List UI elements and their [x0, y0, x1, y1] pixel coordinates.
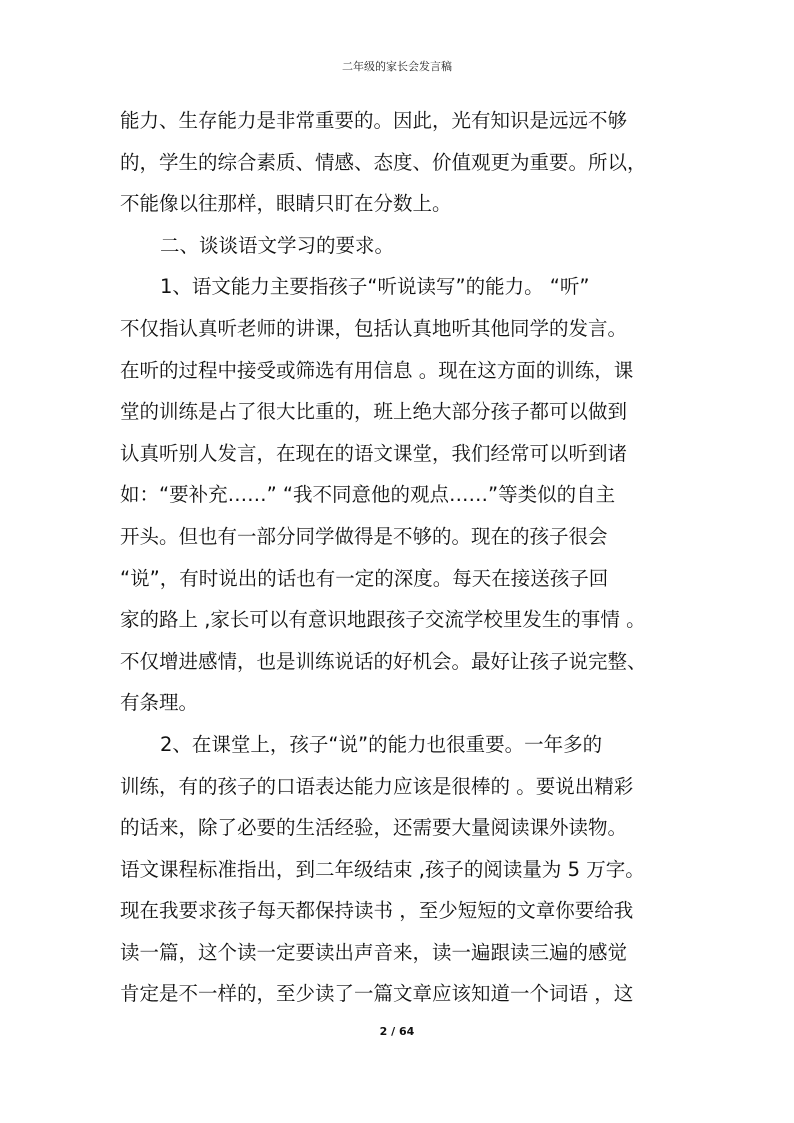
page-header-title: 二年级的家长会发言稿 [342, 60, 452, 73]
text-line-15: 有条理。 [120, 691, 199, 715]
text-line-13: 家的路上 ,家长可以有意识地跟孩子交流学校里发生的事情 。 [120, 608, 646, 632]
text-line-14: 不仅增进感情，也是训练说话的好机会。最好让孩子说完整、 [120, 649, 647, 673]
text-line-8: 堂的训练是占了很大比重的，班上绝大部分孩子都可以做到 [120, 400, 628, 424]
page-number: 2 / 64 [379, 1025, 415, 1038]
text-line-18: 的话来，除了必要的生活经验，还需要大量阅读课外读物。 [120, 816, 628, 840]
text-line-17: 训练，有的孩子的口语表达能力应该是很棒的 。要说出精彩 [120, 774, 634, 798]
text-line-22: 肯定是不一样的，至少读了一篇文章应该知道一个词语 ，这 [120, 982, 634, 1006]
text-line-7: 在听的过程中接受或筛选有用信息 。现在这方面的训练，课 [120, 358, 634, 382]
section-heading: 二、谈谈语文学习的要求。 [160, 233, 395, 257]
text-line-10: 如：“要补充……” “我不同意他的观点……”等类似的自主 [120, 483, 616, 507]
body-text [120, 100, 680, 1015]
text-line-1: 能力、生存能力是非常重要的。因此，光有知识是远远不够 [120, 109, 628, 132]
text-line-20: 现在我要求孩子每天都保持读书 ，至少短短的文章你要给我 [120, 899, 634, 923]
text-line-2: 的，学生的综合素质、情感、态度、价值观更为重要。所以， [120, 150, 647, 174]
text-line-16: 2、在课堂上，孩子“说”的能力也很重要。一年多的 [160, 732, 603, 756]
text-line-6: 不仅指认真听老师的讲课，包括认真地听其他同学的发言。 [120, 316, 628, 340]
text-line-9: 认真听别人发言，在现在的语文课堂，我们经常可以听到诸 [120, 441, 628, 465]
text-line-11: 开头。但也有一部分同学做得是不够的。现在的孩子很会 [120, 524, 608, 548]
text-line-21: 读一篇，这个读一定要读出声音来，读一遍跟读三遍的感觉 [120, 940, 628, 964]
text-line-5: 1、语文能力主要指孩子“听说读写”的能力。 “听” [160, 275, 590, 299]
text-line-12: “说”，有时说出的话也有一定的深度。每天在接送孩子回 [120, 566, 609, 590]
text-line-3: 不能像以往那样，眼睛只盯在分数上。 [120, 192, 452, 216]
text-line-19: 语文课程标准指出，到二年级结束 ,孩子的阅读量为 5 万字。 [120, 857, 645, 881]
